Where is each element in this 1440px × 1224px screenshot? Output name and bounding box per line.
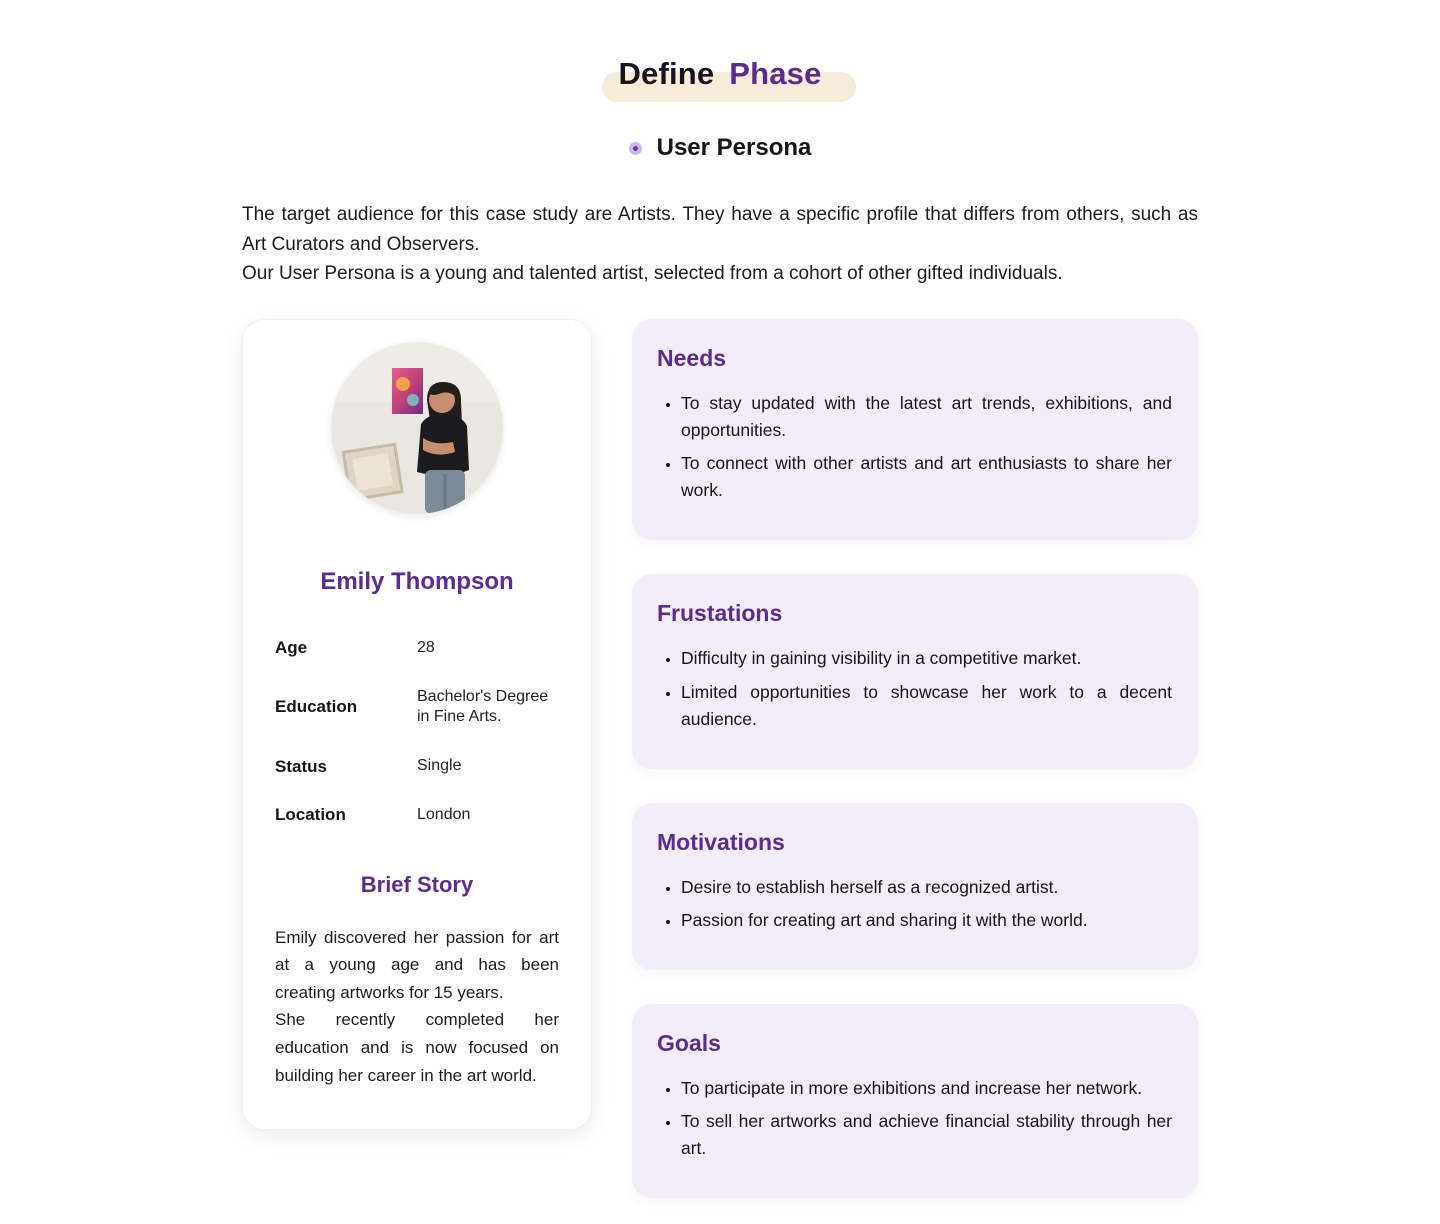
goals-card: [632, 1004, 1198, 1198]
attr-value-education: Bachelor's Degree in Fine Arts.: [417, 687, 549, 726]
bullet-item: • To stay updated with the latest art trends, exhibitions, and opportunities.: [681, 390, 1172, 444]
brief-story-text: [275, 924, 559, 1089]
persona-attributes: [275, 638, 559, 826]
info-cards-column: [632, 319, 1198, 1199]
needs-list: [657, 390, 1172, 505]
section-heading: User Persona: [656, 134, 812, 161]
needs-title: Needs: [657, 344, 727, 371]
bullet-item: • To connect with other artists and art enthusiasts to share her work.: [681, 450, 1172, 504]
bullet-dot-icon: [629, 142, 642, 155]
persona-photo: [331, 342, 503, 514]
attr-value-status: Single: [417, 757, 462, 775]
bullet-item: • Desire to establish herself as a recognized artist.: [681, 874, 1172, 901]
main-columns: [242, 319, 1198, 1199]
intro-text: [242, 200, 1198, 289]
section-heading-row: [242, 134, 1198, 162]
motivations-card: [632, 803, 1198, 970]
bullet-item: • To participate in more exhibitions and increase her network.: [681, 1075, 1172, 1102]
attr-label-age: Age: [275, 638, 308, 658]
attr-value-location: London: [417, 806, 471, 824]
attr-label-status: Status: [275, 756, 327, 776]
attr-value-age: 28: [417, 638, 435, 656]
motivations-title: Motivations: [657, 828, 785, 855]
intro-line-1: The target audience for this case study are Artists. They have a specific profile that differs from others, such as Art Curators and Observers.: [242, 204, 1198, 255]
brief-story-paragraph: She recently completed her education and is now focused on building her career in the art world.: [275, 1010, 559, 1085]
frustations-list: [657, 645, 1172, 732]
goals-title: Goals: [657, 1030, 721, 1056]
bullet-item: • Passion for creating art and sharing it with the world.: [681, 907, 1172, 934]
frustations-title: Frustations: [657, 600, 783, 627]
bullet-item: • Difficulty in gaining visibility in a competitive market.: [681, 645, 1172, 672]
artist-portrait-photo: [331, 342, 503, 514]
brief-story-heading: Brief Story: [360, 871, 474, 897]
bullet-item: • Limited opportunities to showcase her work to a decent audience.: [681, 679, 1172, 733]
needs-card: [632, 319, 1198, 541]
intro-line-2: Our User Persona is a young and talented artist, selected from a cohort of other gifted individuals.: [242, 263, 1063, 285]
attr-label-education: Education: [275, 697, 358, 717]
title-word-phase: Phase: [729, 56, 822, 91]
brief-story-paragraph: Emily discovered her passion for art at a young age and has been creating artworks for 15 years.: [275, 927, 559, 1002]
page-title-text: [618, 56, 821, 92]
motivations-list: [657, 874, 1172, 934]
content-wrap: [242, 0, 1198, 1198]
goals-list: [657, 1075, 1172, 1162]
title-word-define: Define: [618, 56, 715, 91]
attr-label-location: Location: [275, 805, 346, 825]
persona-card: [242, 319, 592, 1130]
persona-name: Emily Thompson: [320, 567, 514, 595]
bullet-item: • To sell her artworks and achieve financial stability through her art.: [681, 1108, 1172, 1162]
frustations-card: [632, 574, 1198, 768]
page-title: [242, 56, 1198, 92]
